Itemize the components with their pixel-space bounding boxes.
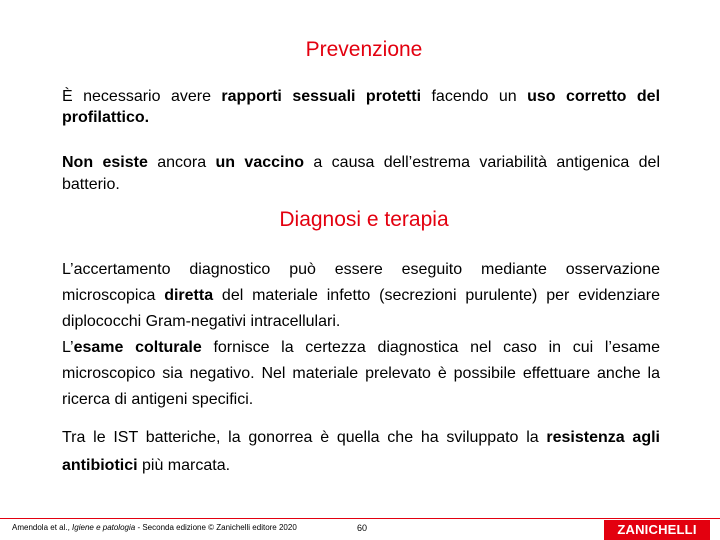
paragraph-resistance [62,424,660,480]
bold-run: uso corretto del profilattico. [62,88,661,126]
bold-run: diretta [164,287,214,304]
text-run: fornisce la certezza diagnostica nel caso in cui l’esame microscopico sia negativo. Nel materiale prelevato è possibile effettuare anche la ricerca di antigeni specifici. [62,339,661,408]
paragraph-prevention-2 [62,152,660,196]
citation-edition: - Seconda edizione © Zanichelli editore 2020 [135,523,297,532]
footer-citation [12,523,297,533]
text-run: a causa dell’estrema variabilità antigenica del batterio. [62,154,661,193]
zanichelli-logo [604,520,710,540]
page-number: 60 [357,523,368,533]
text-run: più marcata. [137,457,231,474]
text-run: L’accertamento diagnostico può essere eseguito mediante osservazione microscopica [62,261,660,304]
bold-run: un vaccino [215,154,305,171]
text-run: È necessario avere [62,88,222,105]
text-run: Tra le IST batteriche, la gonorrea è quella che ha sviluppato la [62,429,547,446]
text-run: del materiale infetto (secrezioni purulente) per evidenziare diplococchi Gram-negativi intracellulari. [62,287,660,330]
bold-run: esame colturale [73,339,202,356]
paragraph-diagnosis [62,257,660,413]
section-title-diagnosi: Diagnosi e terapia [279,208,449,231]
bold-run: Non esiste [62,154,148,171]
bold-run: rapporti sessuali protetti [221,88,422,105]
text-run: facendo un [421,88,528,105]
citation-authors: Amendola et al., [12,523,73,532]
bold-run: resistenza agli antibiotici [62,429,660,474]
text-run: L’ [62,339,74,356]
footer-divider [0,518,720,519]
paragraph-prevention-1 [62,86,660,128]
citation-book-title: Igiene e patologia [72,523,136,532]
section-title-prevenzione: Prevenzione [305,38,423,61]
text-run: ancora [147,154,216,171]
logo-text: ZANICHELLI [617,522,697,537]
